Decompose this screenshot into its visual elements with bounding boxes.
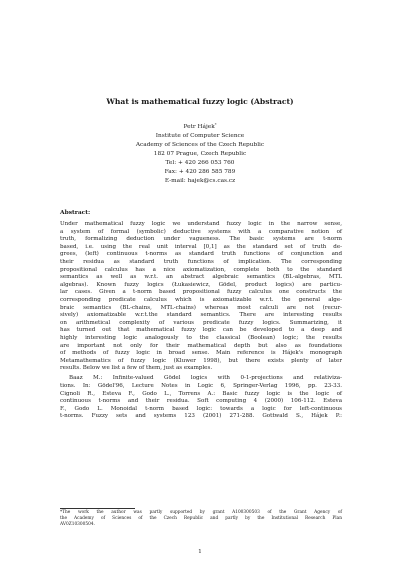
abstract-line: corresponding predicate calculus which is axiomatizable w.r.t. the general alge- [60,296,342,303]
reference-line: F., Godo L. Monoidal t-norm based logic: towards a logic for left-continuous [60,405,342,412]
abstract-body [60,221,342,421]
abstract-line: their residua as standard truth functions of implication. The corresponding [60,258,342,265]
paper-title: What is mathematical fuzzy logic (Abstract) [106,97,294,106]
abstract-line: semantics as well as w.r.t. an abstract algebraic semantics (BL-algebras, MTL [60,274,342,281]
footnote-line: *The work the author was partly supported by grant A100300503 of the Grant Agency of [60,510,342,515]
abstract-line: braic semantics (BL-chains, MTL-chains) whereas most calculi are not (recur- [60,304,342,311]
author-address: 182 07 Prague, Czech Republic [153,151,247,157]
reference-line: tions. In: Gödel'96, Lecture Notes in Logic 6, Springer-Verlag 1996, pp. 23-33. [60,382,342,389]
footnote-line: AV0Z10300504. [60,521,95,527]
abstract-line: Metamathematics of fuzzy logic (Kluwer 1998), but there exists plenty of later [60,357,342,364]
author-email: E-mail: hajek@cs.cas.cz [164,178,236,184]
abstract-line: truth, formalizing deduction under vagueness. The basic systems are t-norm [60,236,342,243]
footnote [60,510,342,528]
abstract-line: on arithmetical complexity of various predicate fuzzy logics. Summarizing, it [60,319,342,326]
abstract-line: grees, (left) continuous t-norms as standard truth functions of conjunction and [60,251,342,258]
author-footnote-mark: * [214,123,217,127]
author-fax: Fax: + 420 286 585 789 [164,169,236,175]
author-institute: Institute of Computer Science [155,133,245,139]
author-tel: Tel: + 420 266 053 760 [165,160,235,166]
abstract-line: has turned out that mathematical fuzzy logic can be developed to a deep and [60,327,342,334]
abstract-line: propositional calculus has a nice axiomatization, complete both to the standard [60,266,342,273]
reference-line: t-norms. Fuzzy sets and systems 123 (2001) 271-288. Gottwald S., Hájek P.: [60,413,342,420]
reference-line: Cignoli R., Esteva F., Godo L., Torrens A.: Basic fuzzy logic is the logic of [60,390,342,397]
abstract-line: Under mathematical fuzzy logic we understand fuzzy logic in the narrow sense, [60,221,342,227]
abstract-line: of methods of fuzzy logic in broad sense. Main reference is Hájek's monograph [60,350,342,357]
abstract-line: are important not only for their mathematical depth but also as foundations [60,342,342,349]
author-name: Petr Hájek [183,124,215,130]
abstract-heading: Abstract: [60,209,91,216]
abstract-line: based, i.e. using the real unit interval [0,1] as the standard set of truth de- [60,243,342,250]
author-block [80,121,320,186]
abstract-line: sively) axiomatizable w.r.t.the standard semantics. There are interesting results [60,312,342,319]
abstract-line: results. Below we list a few of them, just as examples. [60,365,213,372]
footnote-rule [60,508,135,509]
page-number: 1 [198,549,202,555]
abstract-line: lar cases. Given a t-norm based propositional fuzzy calculus one constructs the [60,289,342,296]
reference-line: continuous t-norms and their residua. Soft computing 4 (2000) 106-112. Esteva [60,398,342,405]
author-name-line [80,121,320,132]
author-academy: Academy of Sciences of the Czech Republic [135,142,265,148]
abstract-line: highly interesting logic analogously to the classical (Boolean) logic; the results [60,334,342,341]
abstract-line: a system of formal (symbolic) deductive systems with a comparative notion of [60,228,342,235]
abstract-line: algebras). Known fuzzy logics (Łukasiewicz, Gödel, product logics) are particu- [60,281,342,288]
reference-line: Baaz M.: Infinite-valued Gödel logics with 0-1-projections and relativiza- [69,375,342,382]
footnote-line: the Academy of Sciences of the Czech Republic and partly by the Institutional Research Plan [60,515,342,521]
